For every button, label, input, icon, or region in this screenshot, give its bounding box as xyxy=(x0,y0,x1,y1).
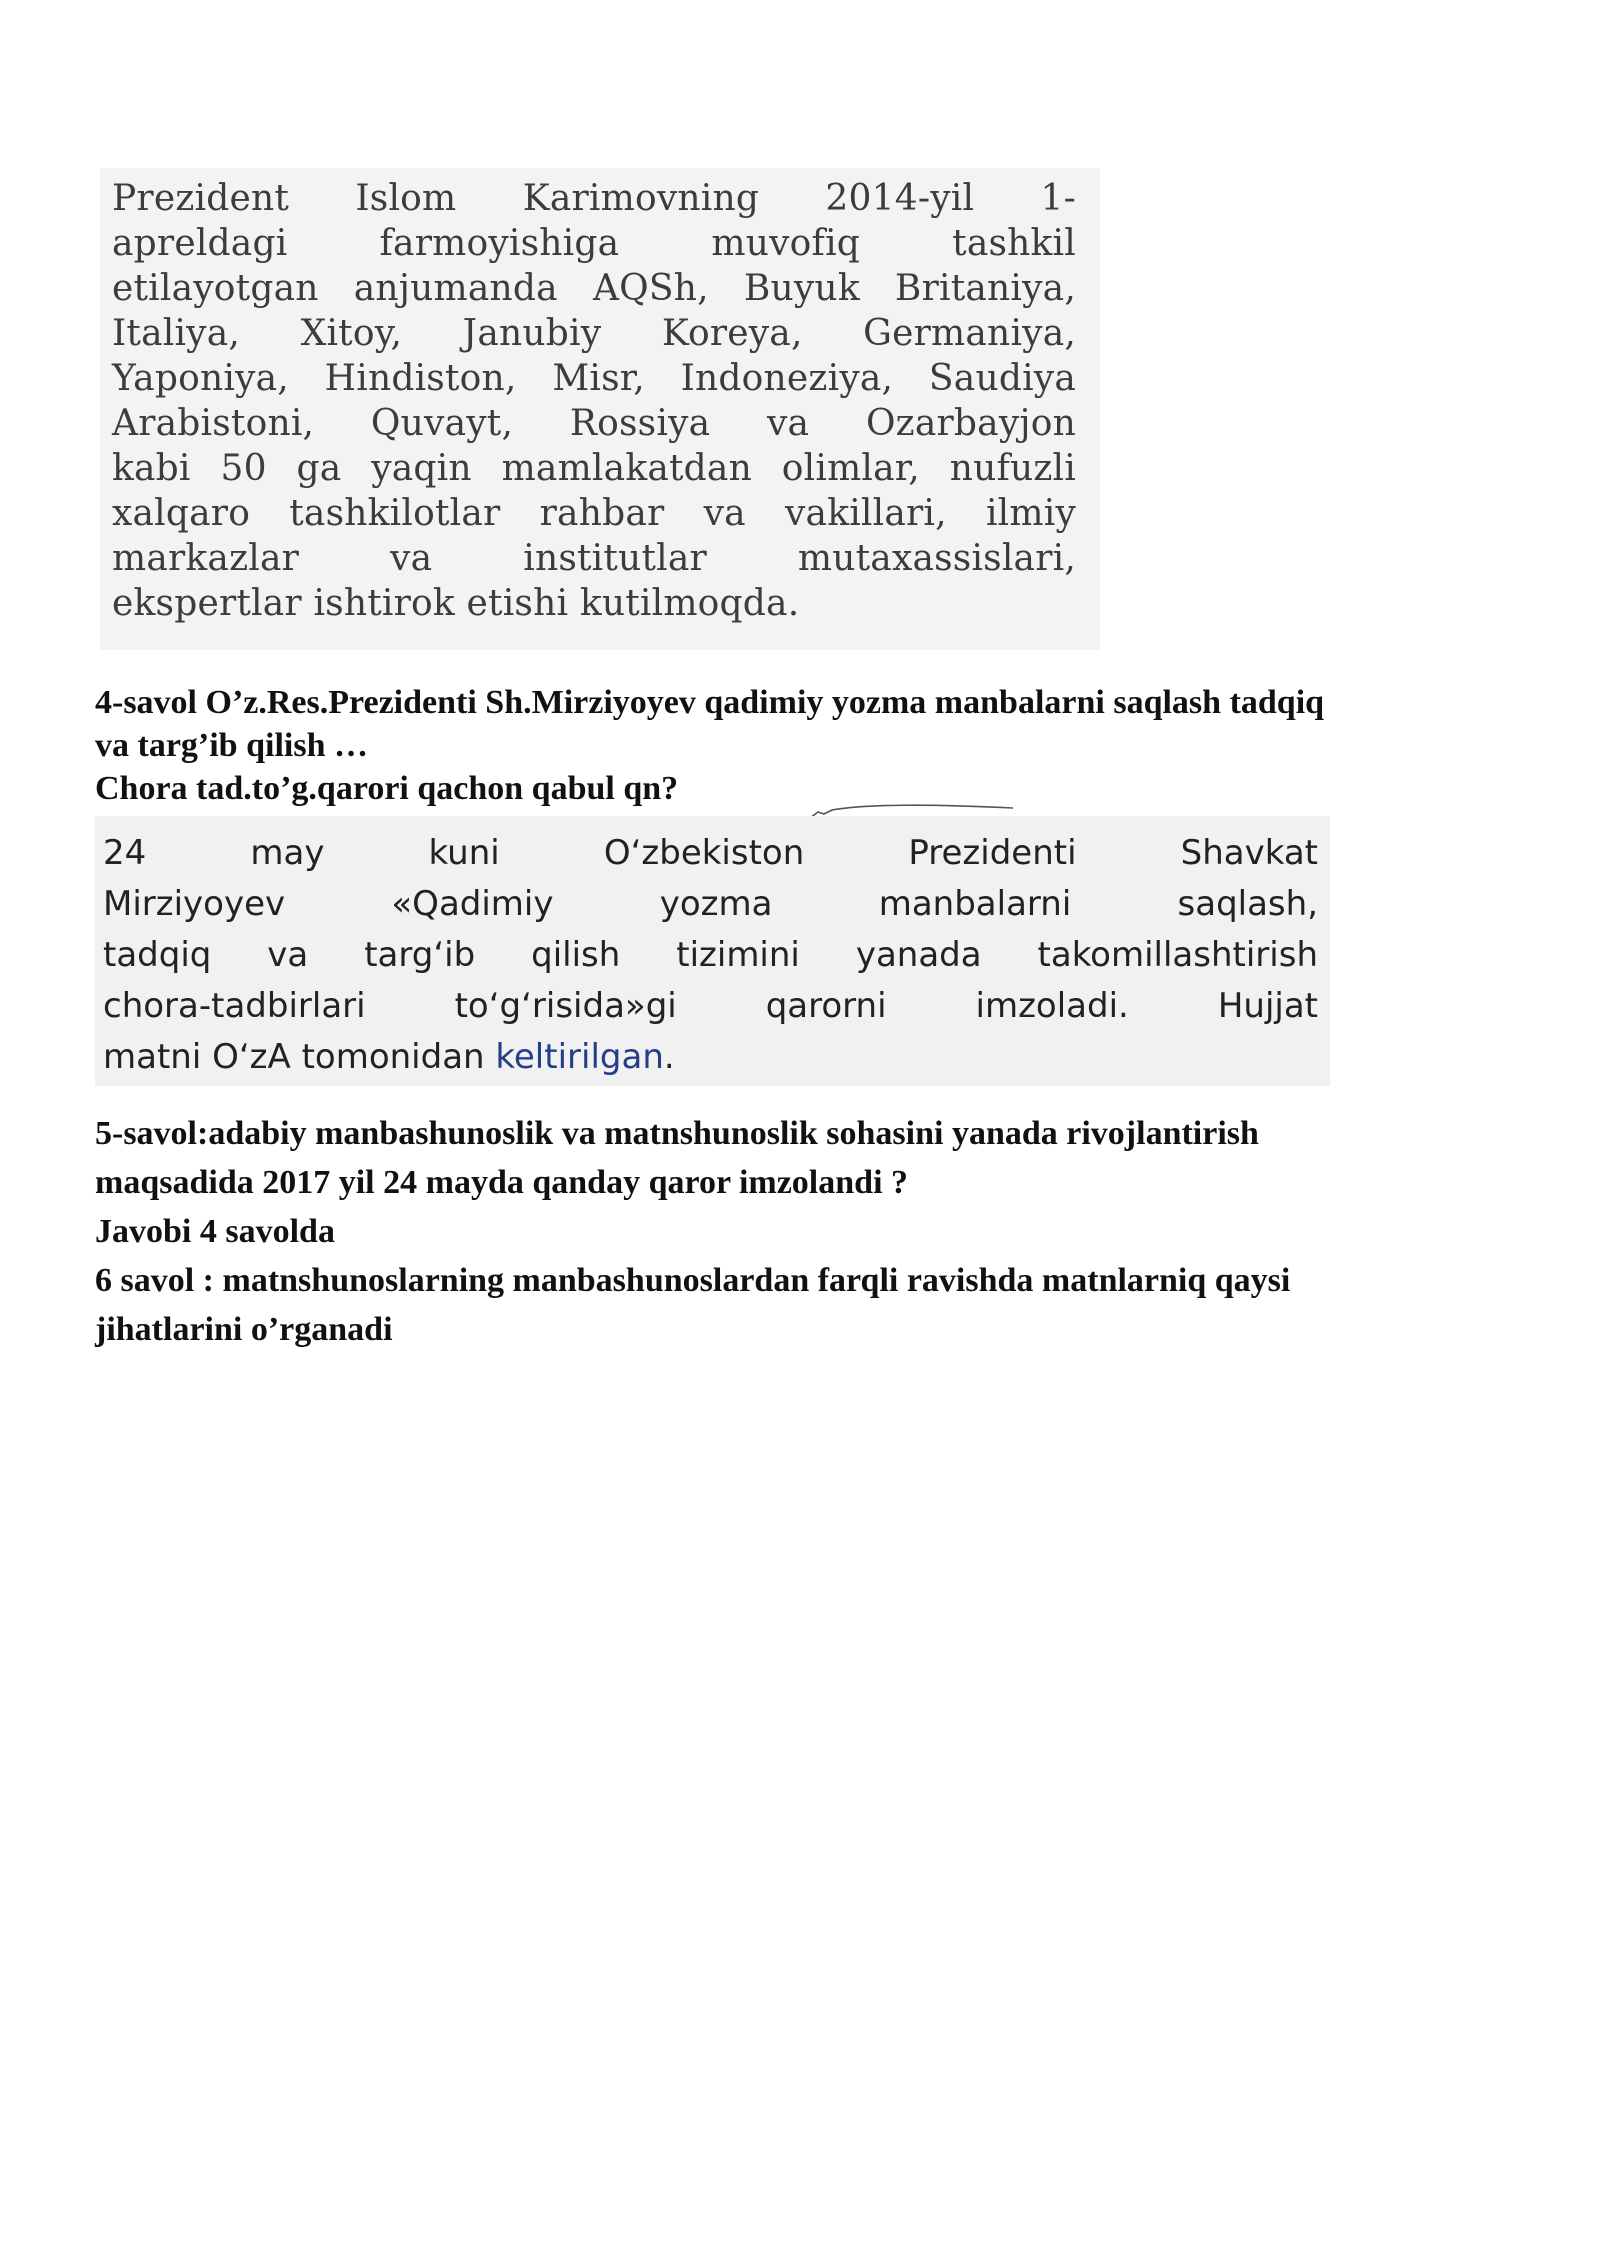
clipping-line: tadqiq va targ‘ib qilish tizimini yanada takomillashtirish xyxy=(103,935,1318,975)
clipping-last-line xyxy=(103,1032,1318,1083)
clipping-line-text: matni O‘zA tomonidan xyxy=(103,1037,496,1077)
clipping-line-end: . xyxy=(663,1037,675,1077)
clipping-line: Arabistoni, Quvayt, Rossiya va Ozarbayjon xyxy=(112,403,1076,444)
news-clipping-mirziyoyev xyxy=(95,816,1330,1086)
question-6-line-1: 6 savol : matnshunoslarning manbashunoslardan farqli ravishda matnlarniq qaysi xyxy=(95,1262,1291,1299)
question-5-line-2: maqsadida 2017 yil 24 mayda qanday qaror imzolandi ? xyxy=(95,1164,909,1201)
clipping-line: Italiya, Xitoy, Janubiy Koreya, Germaniya, xyxy=(112,313,1076,354)
clipping-line: apreldagi farmoyishiga muvofiq tashkil xyxy=(112,223,1076,264)
clipping-line: markazlar va institutlar mutaxassislari, xyxy=(112,538,1076,579)
clipping-line: ekspertlar ishtirok etishi kutilmoqda. xyxy=(112,583,800,624)
question-4-line-1: 4-savol O’z.Res.Prezidenti Sh.Mirziyoyev qadimiy yozma manbalarni saqlash tadqiq xyxy=(95,684,1325,721)
clipping-line: etilayotgan anjumanda AQSh, Buyuk Britaniya, xyxy=(112,268,1076,309)
clipping-line: xalqaro tashkilotlar rahbar va vakillari, ilmiy xyxy=(112,493,1076,534)
question-4-line-3: Chora tad.to’g.qarori qachon qabul qn? xyxy=(95,770,679,807)
clipping-line: kabi 50 ga yaqin mamlakatdan olimlar, nufuzli xyxy=(112,448,1076,489)
question-5-answer: Javobi 4 savolda xyxy=(95,1213,335,1250)
clipping-line: Prezident Islom Karimovning 2014-yil 1- xyxy=(112,178,1076,219)
news-clipping-karimov xyxy=(100,168,1100,650)
question-4-line-2: va targ’ib qilish … xyxy=(95,727,368,764)
question-5-line-1: 5-savol:adabiy manbashunoslik va matnshunoslik sohasini yanada rivojlantirish xyxy=(95,1115,1259,1152)
keltirilgan-link[interactable]: keltirilgan xyxy=(495,1037,664,1077)
question-6-line-2: jihatlarini o’rganadi xyxy=(95,1311,393,1348)
clipping-line: 24 may kuni O‘zbekiston Prezidenti Shavkat xyxy=(103,833,1318,873)
clipping-line: Yaponiya, Hindiston, Misr, Indoneziya, Saudiya xyxy=(112,358,1076,399)
clipping-line: chora-tadbirlari to‘g‘risida»gi qarorni imzoladi. Hujjat xyxy=(103,986,1318,1026)
clipping-line: Mirziyoyev «Qadimiy yozma manbalarni saqlash, xyxy=(103,884,1318,924)
